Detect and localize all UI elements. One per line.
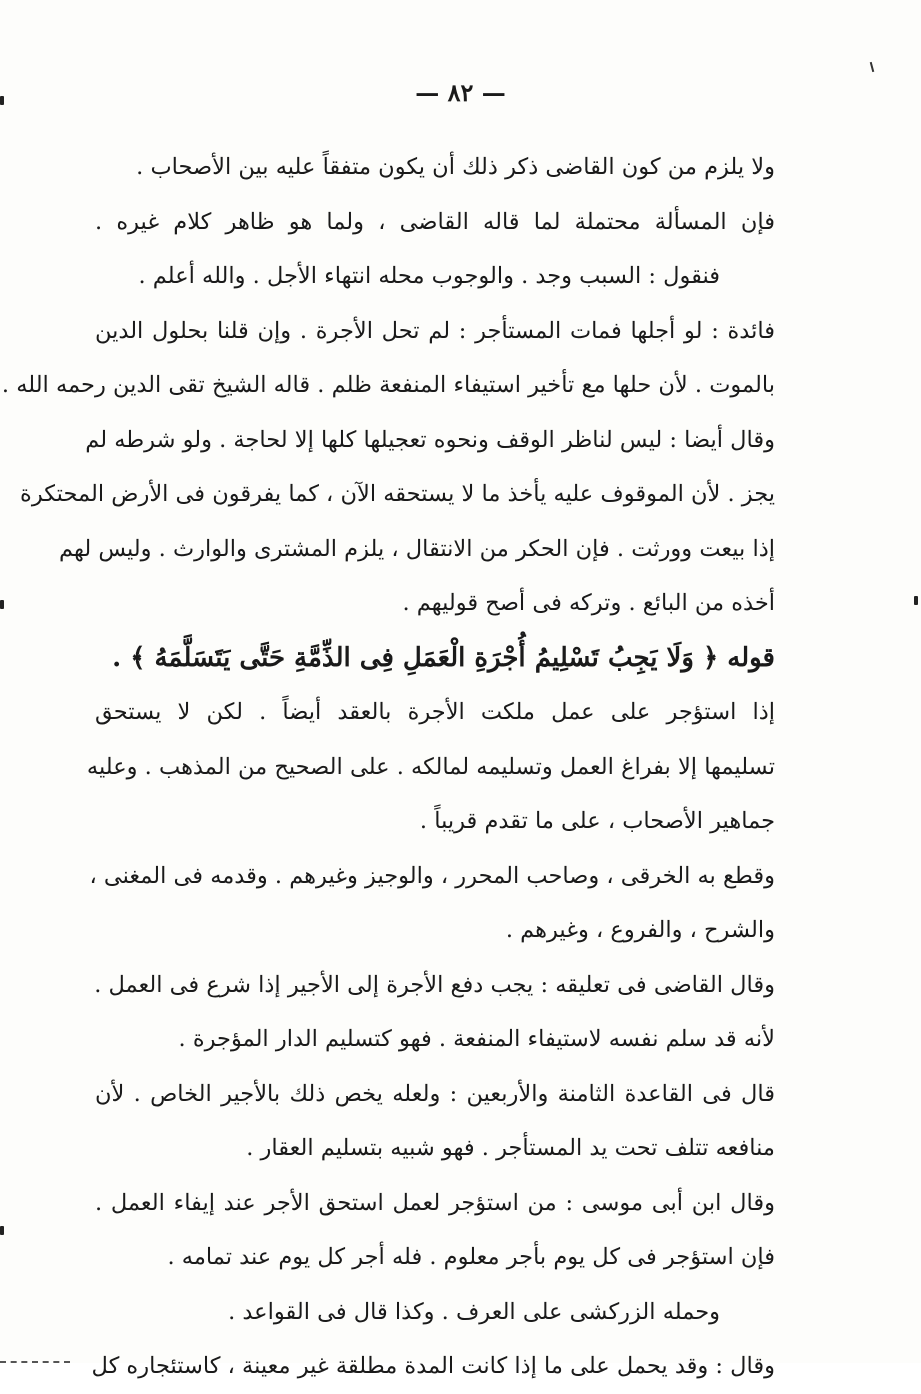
text-line: فإن استؤجر فى كل يوم بأجر معلوم . فله أجر كل يوم عند تمامه . bbox=[167, 1244, 775, 1270]
text-line: وقطع به الخرقى ، وصاحب المحرر ، والوجيز وغيرهم . وقدمه فى المغنى ، bbox=[89, 862, 775, 889]
text-line: تسليمها إلا بفراغ العمل وتسليمه لمالكه . على الصحيح من المذهب . وعليه bbox=[86, 753, 775, 780]
text-line: منافعه تتلف تحت يد المستأجر . فهو شبيه بتسليم العقار . bbox=[246, 1135, 775, 1161]
text-line: أخذه من البائع . وتركه فى أصح قوليهم . bbox=[402, 590, 775, 616]
text-line: جماهير الأصحاب ، على ما تقدم قريباً . bbox=[419, 808, 775, 834]
bottom-edge-rule bbox=[0, 1361, 70, 1363]
text-line: فإن المسألة محتملة لما قاله القاضى ، ولما هو ظاهر كلام غيره . bbox=[95, 208, 775, 235]
text-line: وقال القاضى فى تعليقه : يجب دفع الأجرة إلى الأجير إذا شرع فى العمل . bbox=[94, 971, 775, 998]
scan-speck bbox=[870, 62, 875, 72]
text-line: يجز . لأن الموقوف عليه يأخذ ما لا يستحقه الآن ، كما يفرقون فى الأرض المحتكرة bbox=[20, 481, 775, 507]
text-line: قال فى القاعدة الثامنة والأربعين : ولعله يخص ذلك بالأجير الخاص . لأن bbox=[95, 1080, 775, 1107]
text-line: والشرح ، والفروع ، وغيرهم . bbox=[505, 917, 775, 943]
edge-mark-middle bbox=[0, 600, 4, 609]
text-line: إذا استؤجر على عمل ملكت الأجرة بالعقد أيضاً . لكن لا يستحق bbox=[95, 699, 775, 725]
text-line: وقال أيضا : ليس لناظر الوقف ونحوه تعجيلها كلها إلا لحاجة . ولو شرطه لم bbox=[85, 426, 775, 453]
text-line: وقال ابن أبى موسى : من استؤجر لعمل استحق الأجر عند إيفاء العمل . bbox=[95, 1189, 775, 1216]
text-line: فنقول : السبب وجد . والوجوب محله انتهاء الأجل . والله أعلم . bbox=[138, 263, 720, 289]
text-line: إذا بيعت وورثت . فإن الحكر من الانتقال ، يلزم المشترى والوارث . وليس لهم bbox=[58, 535, 775, 562]
text-line: بالموت . لأن حلها مع تأخير استيفاء المنفعة ظلم . قاله الشيخ تقى الدين رحمه الله . bbox=[1, 372, 775, 398]
page-number: — ٨٢ — bbox=[415, 78, 506, 107]
text-line: فائدة : لو أجلها فمات المستأجر : لم تحل الأجرة . وإن قلنا بحلول الدين bbox=[95, 317, 775, 344]
text-line: لأنه قد سلم نفسه لاستيفاء المنفعة . فهو كتسليم الدار المؤجرة . bbox=[178, 1026, 775, 1052]
section-heading: قوله ﴿ وَلَا يَجِبُ تَسْلِيمُ أُجْرَةِ الْعَمَلِ فِى الذِّمَّةِ حَتَّى يَتَسَلَّمَهُ ﴾ . bbox=[112, 642, 775, 673]
text-line: وقال : وقد يحمل على ما إذا كانت المدة مطلقة غير معينة ، كاستئجاره كل bbox=[91, 1353, 775, 1379]
edge-mark-bottom bbox=[0, 1226, 4, 1235]
text-line: وحمله الزركشى على العرف . وكذا قال فى القواعد . bbox=[228, 1298, 720, 1325]
edge-mark-right bbox=[914, 596, 918, 605]
text-line: ولا يلزم من كون القاضى ذكر ذلك أن يكون متفقاً عليه بين الأصحاب . bbox=[136, 154, 775, 180]
body-text bbox=[1, 140, 775, 1394]
